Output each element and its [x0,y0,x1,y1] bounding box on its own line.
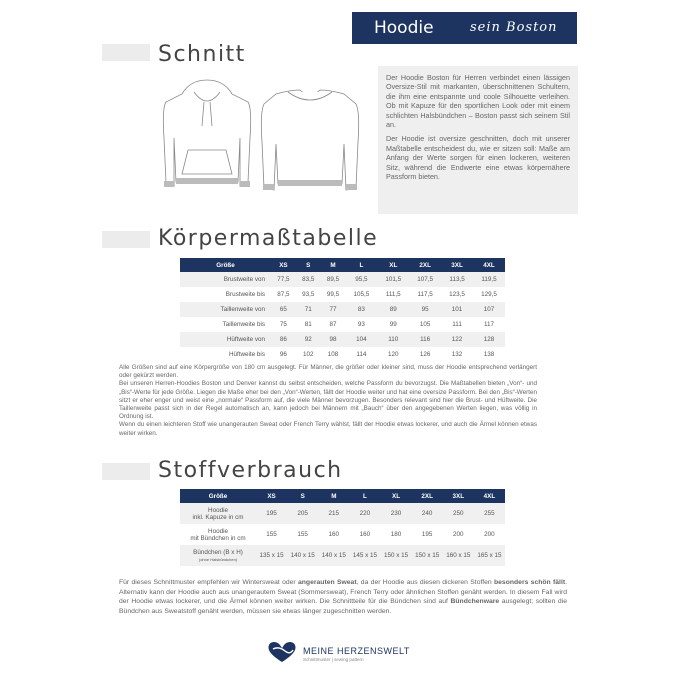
table-row [180,332,505,347]
fabric-note-bold: angerauten Sweat [298,579,357,586]
fabric-note [119,578,567,616]
hoodie-sketches [160,78,360,196]
row-label: Brustweite von [180,272,271,287]
table-cell: 96 [279,351,287,358]
table-cell: 140 x 15 [287,545,318,566]
table-cell: 160 [359,531,371,538]
table-row [180,347,505,362]
col-header: Größe [180,258,271,272]
section-title-koerper: Körpermaßtabelle [158,226,379,251]
fabric-note-text: Für dieses Schnittmuster empfehlen wir Wintersweat oder [119,579,298,586]
body-note-3: Wenn du einen leichteren Stoff wie unangerauten Sweat oder French Terry wählst, fällt der Hoodie etwas lockerer, und auch die Ärmel können etwas weiter wirken. [119,421,537,437]
table-header-row [180,258,505,272]
table-cell: 200 [484,531,495,538]
table-row [180,287,505,302]
table-cell: 180 [390,531,402,538]
table-cell: 255 [474,503,505,524]
table-cell: 107 [473,302,505,317]
table-cell: 123,5 [449,291,465,298]
table-cell: 83,5 [296,272,321,287]
table-cell: 81 [304,321,312,328]
row-label-sub: inkl. Kapuze in cm [192,513,244,521]
body-notes [119,364,537,438]
table-cell: 205 [287,503,318,524]
table-cell: 102 [302,351,314,358]
body-note-2: Bei unseren Herren-Hoodies Boston und Denver kannst du selbst entscheiden, welche Passform du bevorzugst. Die Maßtabellen bieten „Von“- und „Bis“-Werte für jede Größe. Liegen die Maße eher bei den „Von“-Werten, fällt der Hoodie weiter und hat eine oversize Passform. Bei den „Bis“-Werten sitzt er eher enger und weist eine „normale“ Passform auf, die viele Männer bevorzugen. Besonders relevant sind hier die Brust- und Hüftweite. Die Taillenweite passt sich in der Regel automatisch an, kann jedoch bei Männern mit „Bauch“ über den angegebenen Werten liegen, was völlig in Ordnung ist. [119,380,537,421]
table-cell: 155 [297,531,308,538]
col-header: L [345,258,377,272]
table-cell: 101 [441,302,473,317]
row-label [180,524,256,545]
table-cell: 105 [419,321,431,328]
table-row [180,524,505,545]
table-cell: 122 [441,332,473,347]
fabric-note-text: , da der Hoodie aus diesen dickeren Stoffen [356,579,494,586]
table-cell: 89,5 [321,272,346,287]
table-cell: 113,5 [441,272,473,287]
table-cell: 83 [345,302,377,317]
table-cell: 99,5 [326,291,340,298]
table-cell: 160 [328,531,340,538]
table-cell: 165 x 15 [474,545,505,566]
table-header-row [180,489,505,503]
table-cell: 128 [473,332,505,347]
row-label [180,545,256,566]
col-header: 2XL [412,489,443,503]
title-banner [352,12,577,44]
row-label-main: Hoodie [208,506,228,514]
table-row [180,272,505,287]
table-cell: 220 [349,503,380,524]
row-label: Taillenweite von [180,302,271,317]
table-cell: 77,5 [271,272,296,287]
table-cell: 110 [377,332,409,347]
table-cell: 108 [327,351,339,358]
heart-fish-icon [265,640,299,664]
table-cell: 98 [321,332,346,347]
table-cell: 195 [256,503,287,524]
fabric-table [180,489,505,566]
table-cell: 129,5 [481,291,497,298]
table-row [180,317,505,332]
fabric-note-text: ausgelegt; sollten die Bündchen aus Sweatstoff genäht werden, müssen sie etwas länger zugeschnitten werden. [119,598,567,615]
table-row [180,302,505,317]
table-cell: 250 [443,503,474,524]
col-header: XL [377,258,409,272]
col-header: M [318,489,349,503]
table-cell: 71 [296,302,321,317]
description-box [378,66,578,214]
table-cell: 111,5 [385,291,401,298]
table-cell: 111 [452,321,462,328]
body-measurement-table [180,258,505,362]
table-row [180,545,505,566]
fabric-note-text: . Alternativ kann der Hoodie auch aus unangerautem Sweat (Sommersweat), French Terry oder ähnlichen Stoffen genäht werden. In diesem Fall wird der Hoodie etwas lockerer, und die Ärmel können weiter wirken. Die Schnittteile für die Bündchen sind auf [119,579,567,606]
col-header: Größe [180,489,256,503]
table-cell: 117 [483,321,495,328]
row-label: Hüftweite bis [228,351,265,358]
col-header: M [321,258,346,272]
description-p1: Der Hoodie Boston für Herren verbindet einen lässigen Oversize-Stil mit markanten, überschnittenen Schultern, die ihm eine entspannte und coole Silhouette verleihen. Ob mit Kapuze für den sportlichen Look oder mit einem schlichten Halsbündchen – Boston passt sich seinem Stil an. [386,73,570,130]
row-label-main: Hoodie [208,527,228,535]
table-cell: 117,5 [417,291,433,298]
row-label: Hüftweite von [180,332,271,347]
table-cell: 120 [388,351,399,358]
banner-subtitle: sein Boston [470,20,558,35]
section-title-schnitt: Schnitt [158,42,246,67]
table-cell: 160 x 15 [443,545,474,566]
table-cell: 107,5 [409,272,441,287]
table-cell: 138 [483,351,495,358]
table-cell: 215 [318,503,349,524]
table-cell: 140 x 15 [318,545,349,566]
section-title-stoff: Stoffverbrauch [158,458,343,483]
brand-logo [265,640,425,664]
table-cell: 135 x 15 [256,545,287,566]
col-header: S [296,258,321,272]
col-header: 3XL [441,258,473,272]
table-cell: 230 [381,503,412,524]
table-cell: 150 x 15 [412,545,443,566]
table-cell: 200 [453,531,464,538]
row-label-main: Bündchen (B x H) [193,548,243,556]
table-cell: 99 [389,321,397,328]
table-cell: 86 [271,332,296,347]
table-cell: 150 x 15 [381,545,412,566]
brand-tagline: Schnittmuster | sewing pattern [303,657,364,662]
col-header: XS [256,489,287,503]
fabric-note-bold: Bündchenware [450,598,500,606]
table-cell: 77 [321,302,346,317]
section-bar [102,44,150,61]
row-label-sub: mit Bündchen in cm [190,534,246,542]
table-cell: 101,5 [377,272,409,287]
col-header: 4XL [473,258,505,272]
table-cell: 65 [271,302,296,317]
table-cell: 105,5 [353,291,370,298]
col-header: 2XL [409,258,441,272]
row-label: Taillenweite bis [222,321,265,328]
banner-title: Hoodie [374,18,434,38]
table-cell: 87 [329,321,337,328]
table-cell: 240 [412,503,443,524]
col-header: L [349,489,380,503]
table-cell: 95,5 [345,272,377,287]
col-header: XS [271,258,296,272]
row-label-sub: (ohne Halsbündchen) [198,556,238,562]
col-header: 4XL [474,489,505,503]
table-cell: 87,5 [277,291,290,298]
brand-name: MEINE HERZENSWELT [303,646,410,656]
table-cell: 114 [356,351,367,358]
col-header: S [287,489,318,503]
table-cell: 126 [419,351,431,358]
table-cell: 155 [266,531,277,538]
section-bar [102,463,150,480]
table-cell: 92 [296,332,321,347]
body-note-1: Alle Größen sind auf eine Körpergröße von 180 cm ausgelegt. Für Männer, die größer oder kleiner sind, muss der Hoodie entsprechend verlängert oder gekürzt werden. [119,364,537,380]
table-cell: 145 x 15 [349,545,380,566]
table-row [180,503,505,524]
description-p2: Der Hoodie ist oversize geschnitten, doch mit unserer Maßtabelle entscheidest du, wie er sitzen soll: Maße am Anfang der Werte sorgen für einen lockeren, weiteren Sitz, während die Endwerte eine etwas körpernähere Passform bieten. [386,134,570,182]
section-bar [102,231,150,248]
col-header: 3XL [443,489,474,503]
table-cell: 93 [357,321,365,328]
table-cell: 95 [409,302,441,317]
table-cell: 75 [279,321,287,328]
table-cell: 195 [421,531,433,538]
row-label [180,503,256,524]
table-cell: 89 [377,302,409,317]
table-cell: 132 [451,351,463,358]
row-label: Brustweite bis [225,291,265,298]
col-header: XL [381,489,412,503]
fabric-note-bold: besonders schön fällt [494,579,566,586]
table-cell: 119,5 [473,272,505,287]
table-cell: 116 [409,332,441,347]
table-cell: 104 [345,332,377,347]
table-cell: 93,5 [302,291,315,298]
